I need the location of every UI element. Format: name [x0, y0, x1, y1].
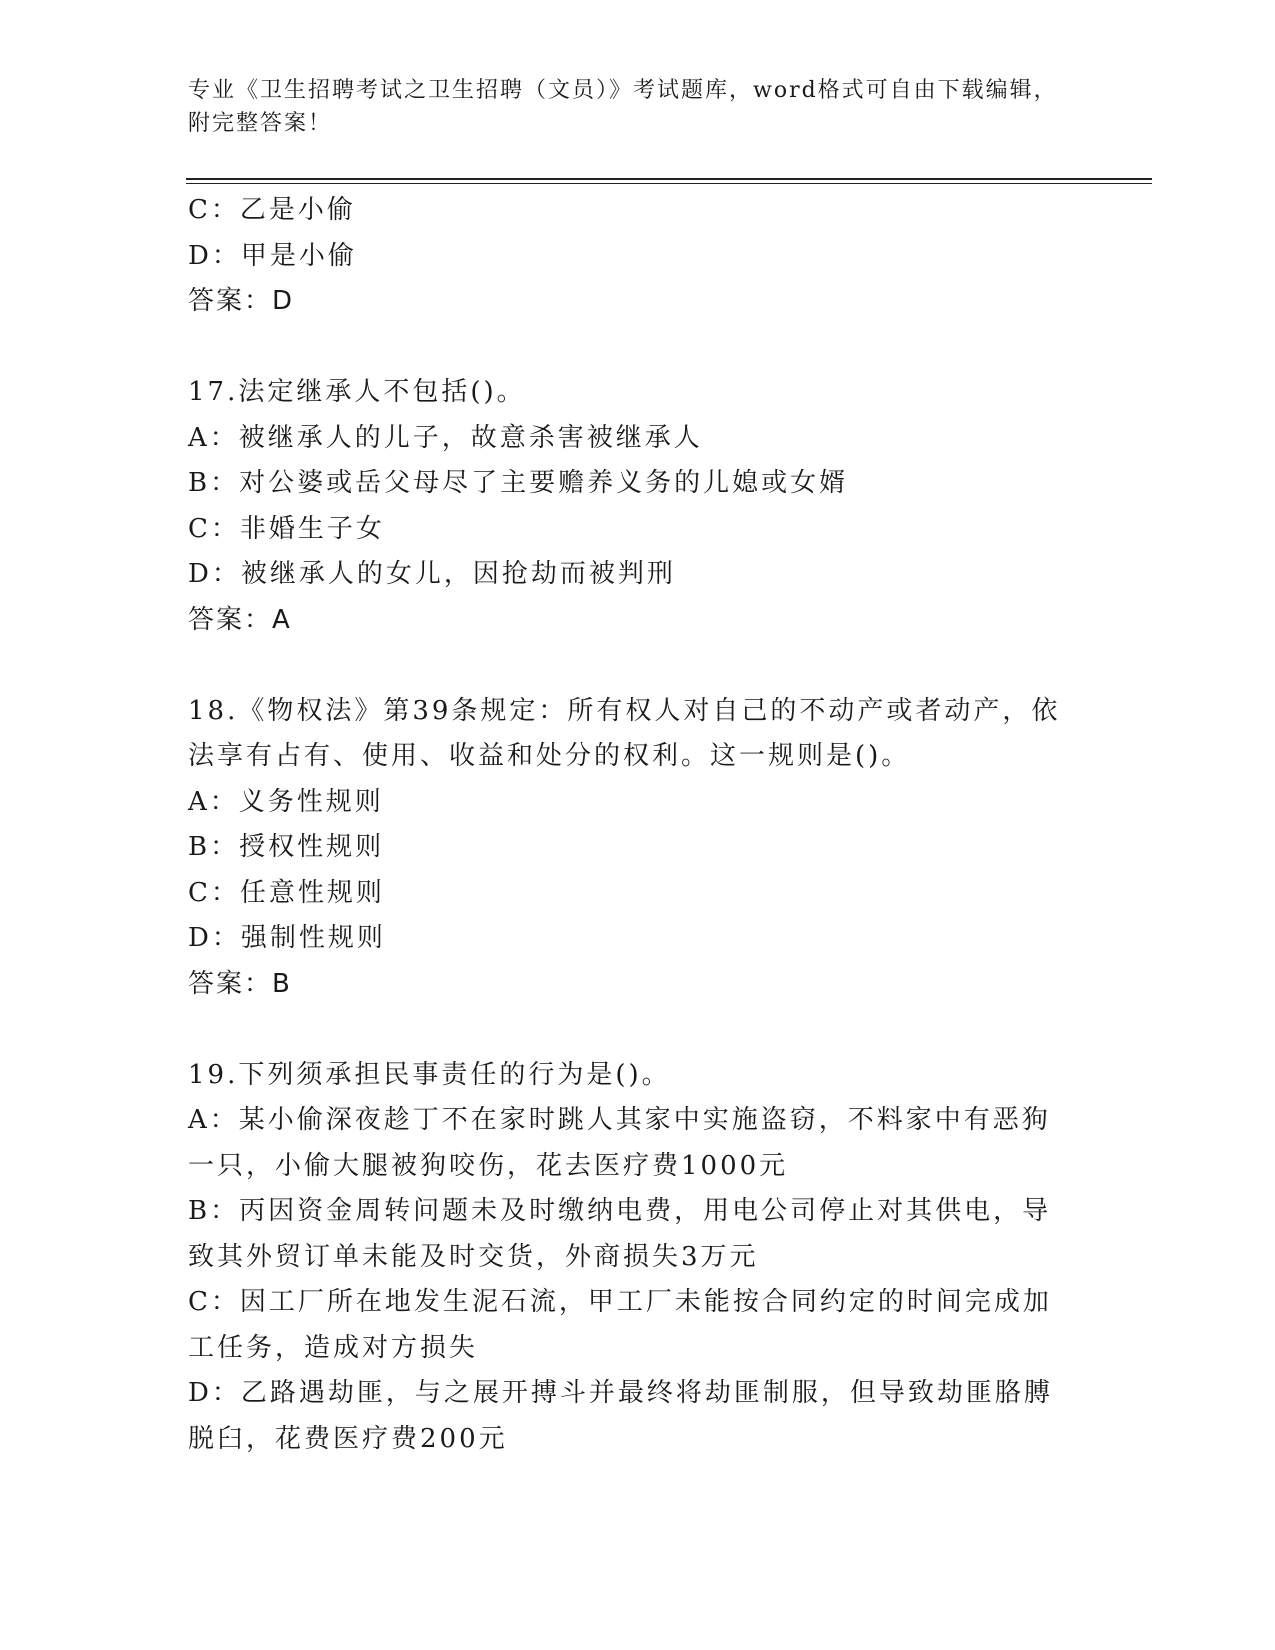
question-stem: 18.《物权法》第39条规定：所有权人对自己的不动产或者动产，依法享有占有、使用、收益和处分的权利。这一规则是()。: [188, 695, 1061, 771]
question-17: [188, 370, 1078, 643]
option-c: C：因工厂所在地发生泥石流，甲工厂未能按合同约定的时间完成加工任务，造成对方损失: [188, 1287, 1052, 1363]
question-stem: 19.下列须承担民事责任的行为是()。: [188, 1059, 671, 1090]
option-a: A：被继承人的儿子，故意杀害被继承人: [188, 422, 703, 453]
option-c: C：任意性规则: [188, 877, 385, 908]
option-d: D：甲是小偷: [188, 240, 357, 271]
option-c: C：乙是小偷: [188, 195, 356, 225]
question-19: [188, 1053, 1078, 1463]
option-b: B：对公婆或岳父母尽了主要赡养义务的儿媳或女婿: [188, 468, 849, 498]
spacer: [188, 325, 1078, 371]
question-content: [188, 188, 1078, 1462]
header-rule-thick: [186, 178, 1152, 180]
spacer: [188, 1007, 1078, 1053]
question-stem: 17.法定继承人不包括()。: [188, 377, 526, 407]
option-d: D：乙路遇劫匪，与之展开搏斗并最终将劫匪制服，但导致劫匪胳膊脱臼，花费医疗费200元: [188, 1378, 1053, 1454]
question-18: [188, 689, 1078, 1008]
option-b: B：丙因资金周转问题未及时缴纳电费，用电公司停止对其供电，导致其外贸订单未能及时交货，外商损失3万元: [188, 1196, 1052, 1272]
option-c: C：非婚生子女: [188, 513, 385, 544]
answer-line: 答案：D: [188, 286, 295, 316]
option-b: B：授权性规则: [188, 832, 385, 862]
header-rule-thin: [186, 183, 1152, 184]
answer-line: 答案：A: [188, 604, 292, 635]
option-a: A：义务性规则: [188, 786, 384, 817]
option-d: D：强制性规则: [188, 923, 386, 953]
continued-question: [188, 188, 1078, 325]
option-d: D：被继承人的女儿，因抢劫而被判刑: [188, 559, 676, 589]
spacer: [188, 643, 1078, 689]
page-header: 专业《卫生招聘考试之卫生招聘（文员）》考试题库，word格式可自由下载编辑，附完整答案！: [188, 78, 1058, 136]
answer-line: 答案：B: [188, 968, 292, 999]
option-a: A：某小偷深夜趁丁不在家时跳人其家中实施盗窃，不料家中有恶狗一只，小偷大腿被狗咬伤，花去医疗费1000元: [188, 1105, 1051, 1181]
